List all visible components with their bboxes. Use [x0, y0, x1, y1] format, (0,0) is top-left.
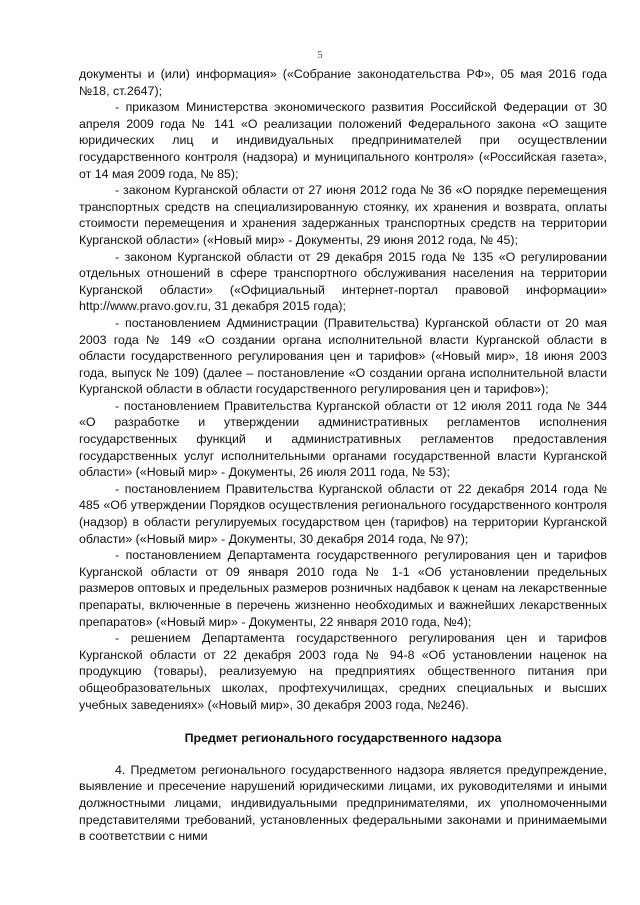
list-item-resolution-485: - постановлением Правительства Курганской области от 22 декабря 2014 года № 485 «Об утверждении Порядков осуществления регионального государственного контроля (надзор) в области регулируемых государством цен (тарифов) на территории Курганской области» («Новый мир» - Документы, 30 декабря 2014 года, № 97);: [79, 481, 607, 546]
document-body: [79, 66, 607, 845]
page-number: 5: [317, 50, 323, 61]
list-item-resolution-344: - постановлением Правительства Курганской области от 12 июля 2011 года № 344 «О разработке и утверждении административных регламентов исполнения государственных функций и административных регламентов предоставления государственных услуг исполнительными органами государственной власти Курганской области» («Новый мир» - Документы, 26 июля 2011 года, № 53);: [79, 398, 607, 480]
list-item-order-141: - приказом Министерства экономического развития Российской Федерации от 30 апреля 2009 года № 141 «О реализации положений Федерального закона «О защите юридических лиц и индивидуальных предпринимателей при осуществлении государственного контроля (надзора) и муниципального контроля» («Российская газета», от 14 мая 2009 года, № 85);: [79, 100, 607, 181]
section-paragraph-4: 4. Предметом регионального государственного надзора является предупреждение, выявление и пресечение нарушений юридическими лицами, их руководителями и иными должностными лицами, индивидуальными предпринимателями, их уполномоченными представителями требований, установленных федеральными законами и принимаемыми в соответствии с ними: [79, 762, 607, 844]
section-heading: Предмет регионального государственного надзора: [184, 731, 502, 746]
list-item-resolution-149: - постановлением Администрации (Правительства) Курганской области от 20 мая 2003 года № 149 «О создании органа исполнительной власти Курганской области в области государственного регулирования цен и тарифов» («Новый мир», 18 июня 2003 года, выпуск № 109) (далее – постановление «О создании органа исполнительной власти Курганской области в области государственного регулирования цен и тарифов»);: [79, 315, 607, 397]
list-item-law-135: - законом Курганской области от 29 декабря 2015 года № 135 «О регулировании отдельных отношений в сфере транспортного обслуживания населения на территории Курганской области» («Официальный интернет-портал правовой информации» http://www.pravo.gov.ru, 31 декабря 2015 года);: [79, 249, 607, 314]
list-item-decision-94-8: - решением Департамента государственного регулирования цен и тарифов Курганской области от 22 декабря 2003 года № 94-8 «Об установлении наценок на продукцию (товары), реализуемую на предприятиях общественного питания при общеобразовательных школах, профтехучилищах, средних специальных и высших учебных заведениях» («Новый мир», 30 декабря 2003 года, №246).: [79, 631, 607, 712]
list-item-law-36: - законом Курганской области от 27 июня 2012 года № 36 «О порядке перемещения транспортных средств на специализированную стоянку, их хранения и возврата, оплаты стоимости перемещения и хранения задержанных транспортных средств на территории Курганской области» («Новый мир» - Документы, 29 июня 2012 года, № 45);: [79, 183, 607, 247]
paragraph-continuation: документы и (или) информация» («Собрание законодательства РФ», 05 мая 2016 года №18, ст.2647);: [79, 67, 607, 98]
list-item-resolution-1-1: - постановлением Департамента государственного регулирования цен и тарифов Курганской области от 09 января 2010 года № 1-1 «Об установлении предельных размеров оптовых и предельных размеров розничных надбавок к ценам на лекарственные препараты, включенные в перечень жизненно необходимых и важнейших лекарственных препаратов» («Новый мир» - Документы, 22 января 2010 года, №4);: [79, 548, 607, 629]
